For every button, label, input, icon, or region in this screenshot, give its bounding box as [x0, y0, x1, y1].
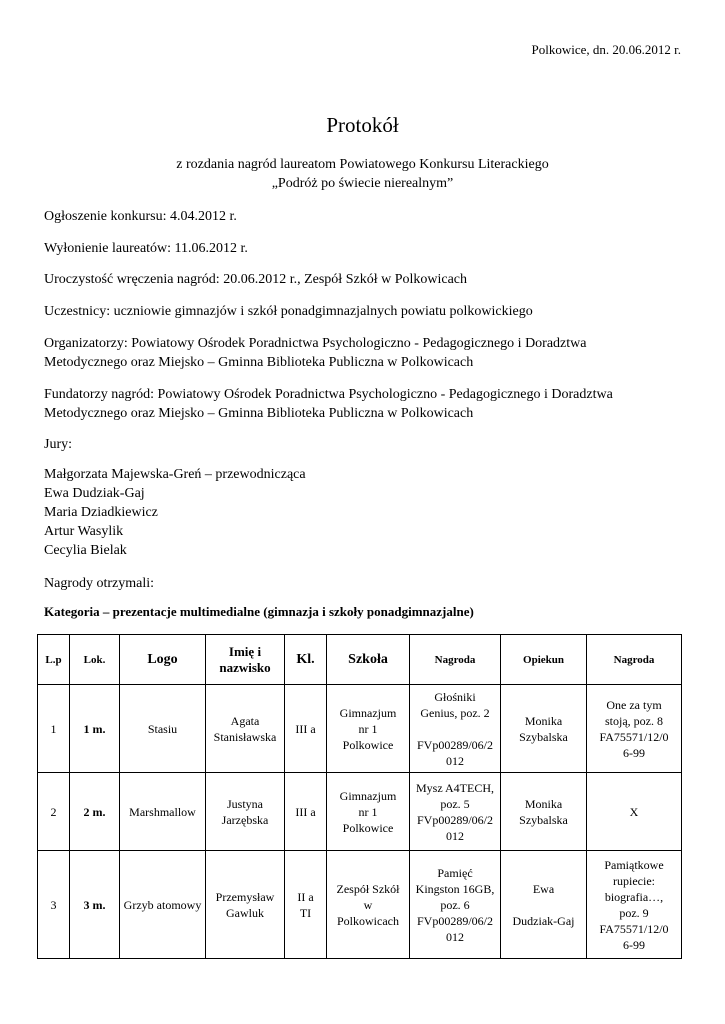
- cell-line: Polkowicach: [337, 913, 399, 928]
- cell-line: 6-99: [623, 745, 645, 760]
- cell-line: Ewa: [532, 881, 555, 896]
- cell-line: Pamięć: [437, 865, 473, 880]
- cell-line: II a: [297, 889, 314, 904]
- cell-line: Polkowice: [342, 737, 394, 752]
- cell-class: [285, 851, 327, 959]
- cell-line: Szybalska: [519, 729, 568, 744]
- table-header-row: [38, 635, 682, 685]
- cell-name: [206, 773, 285, 851]
- jury-list: [44, 465, 306, 560]
- cell-class: [285, 685, 327, 773]
- cell-line: 6-99: [623, 937, 645, 952]
- participants-info: Uczestnicy: uczniowie gimnazjów i szkół ponadgimnazjalnych powiatu polkowickiego: [44, 304, 533, 319]
- document-title: Protokół: [326, 113, 399, 137]
- founders-info: [44, 385, 613, 423]
- organizers-info: [44, 334, 587, 372]
- announcement-date: Ogłoszenie konkursu: 4.04.2012 r.: [44, 209, 237, 224]
- founders-line-2: Metodycznego oraz Miejsko – Gminna Biblioteka Publiczna w Polkowicach: [44, 406, 474, 421]
- header-class: Kl.: [285, 635, 327, 685]
- cell-school: [327, 851, 410, 959]
- jury-member: Małgorzata Majewska-Greń – przewodnicząca: [44, 467, 306, 482]
- cell-class: [285, 773, 327, 851]
- cell-prize: [410, 685, 501, 773]
- document-subtitle: [0, 155, 725, 193]
- organizers-line-2: Metodycznego oraz Miejsko – Gminna Biblioteka Publiczna w Polkowicach: [44, 355, 474, 370]
- cell-line: FVp00289/06/2: [416, 913, 493, 928]
- header-name: Imię i nazwisko: [206, 635, 285, 685]
- cell-line: Monika: [524, 713, 563, 728]
- cell-line: poz. 6: [440, 897, 470, 912]
- header-lok: Lok.: [70, 635, 120, 685]
- cell-lp: 2: [38, 773, 70, 851]
- cell-line: 012: [446, 753, 464, 768]
- cell-line: Głośniki: [434, 689, 476, 704]
- cell-line: Mysz A4TECH,: [416, 780, 494, 795]
- cell-line: Gawluk: [226, 905, 264, 920]
- cell-logo: Stasiu: [120, 685, 206, 773]
- cell-line: Gimnazjum: [339, 705, 397, 720]
- cell-line: Dudziak-Gaj: [512, 913, 575, 928]
- awards-table: [37, 634, 682, 959]
- jury-label: Jury:: [44, 437, 72, 452]
- winners-label: Nagrody otrzymali:: [44, 576, 155, 591]
- cell-line: [504, 897, 583, 913]
- cell-line: stoją, poz. 8: [605, 713, 663, 728]
- cell-line: Agata: [230, 713, 260, 728]
- cell-line: FVp00289/06/2: [416, 812, 493, 827]
- cell-prize-2: [587, 851, 682, 959]
- cell-logo: Grzyb atomowy: [120, 851, 206, 959]
- cell-lp: 1: [38, 685, 70, 773]
- cell-tutor: [501, 685, 587, 773]
- cell-line: Pamiątkowe: [604, 857, 664, 872]
- founders-line-1: Fundatorzy nagród: Powiatowy Ośrodek Poradnictwa Psychologiczno - Pedagogicznego i Doradztwa: [44, 387, 613, 402]
- selection-date: Wyłonienie laureatów: 11.06.2012 r.: [44, 241, 248, 256]
- cell-line: Szybalska: [519, 812, 568, 827]
- organizers-line-1: Organizatorzy: Powiatowy Ośrodek Poradnictwa Psychologiczno - Pedagogicznego i Doradztwa: [44, 336, 587, 351]
- table-row: [38, 773, 682, 851]
- cell-lok: 1 m.: [70, 685, 120, 773]
- cell-prize: [410, 773, 501, 851]
- cell-line: Stanisławska: [213, 729, 277, 744]
- table-row: [38, 685, 682, 773]
- ceremony-info: Uroczystość wręczenia nagród: 20.06.2012 r., Zespół Szkół w Polkowicach: [44, 272, 468, 287]
- cell-lp: 3: [38, 851, 70, 959]
- cell-line: X: [629, 804, 639, 819]
- cell-line: FVp00289/06/2: [416, 737, 493, 752]
- cell-line: Jarzębska: [221, 812, 269, 827]
- cell-line: Kingston 16GB,: [415, 881, 495, 896]
- jury-member: Artur Wasylik: [44, 524, 124, 539]
- cell-tutor: [501, 851, 587, 959]
- cell-line: Zespół Szkół: [336, 881, 400, 896]
- header-logo: Logo: [120, 635, 206, 685]
- cell-school: [327, 685, 410, 773]
- cell-line: nr 1: [358, 804, 378, 819]
- cell-line: 012: [446, 929, 464, 944]
- cell-line: nr 1: [358, 721, 378, 736]
- cell-line: One za tym: [606, 697, 662, 712]
- cell-lok: 2 m.: [70, 773, 120, 851]
- cell-line: poz. 5: [440, 796, 470, 811]
- cell-line: [413, 721, 497, 737]
- cell-prize-2: [587, 773, 682, 851]
- jury-member: Maria Dziadkiewicz: [44, 505, 158, 520]
- jury-member: Cecylia Bielak: [44, 543, 127, 558]
- subtitle-line-2: „Podróż po świecie nierealnym”: [271, 176, 454, 191]
- cell-line: Gimnazjum: [339, 788, 397, 803]
- cell-tutor: [501, 773, 587, 851]
- cell-prize-2: [587, 685, 682, 773]
- header-lp: L.p: [38, 635, 70, 685]
- cell-line: w: [363, 897, 373, 912]
- cell-line: FA75571/12/0: [599, 921, 669, 936]
- cell-logo: Marshmallow: [120, 773, 206, 851]
- cell-line: Justyna: [227, 796, 263, 811]
- cell-name: [206, 851, 285, 959]
- subtitle-line-1: z rozdania nagród laureatom Powiatowego Konkursu Literackiego: [176, 157, 549, 172]
- cell-line: TI: [299, 905, 312, 920]
- table-row: [38, 851, 682, 959]
- cell-line: FA75571/12/0: [599, 729, 669, 744]
- cell-line: poz. 9: [619, 905, 649, 920]
- cell-line: Monika: [524, 796, 563, 811]
- cell-line: Polkowice: [342, 820, 394, 835]
- cell-name: [206, 685, 285, 773]
- cell-line: III a: [295, 721, 316, 736]
- header-tutor: Opiekun: [501, 635, 587, 685]
- header-school: Szkoła: [327, 635, 410, 685]
- header-prize-2: Nagroda: [587, 635, 682, 685]
- category-heading: Kategoria – prezentacje multimedialne (gimnazja i szkoły ponadgimnazjalne): [44, 604, 474, 619]
- cell-line: rupiecie:: [613, 873, 655, 888]
- cell-line: Genius, poz. 2: [420, 705, 490, 720]
- place-date: Polkowice, dn. 20.06.2012 r.: [531, 42, 681, 57]
- cell-line: III a: [295, 804, 316, 819]
- jury-member: Ewa Dudziak-Gaj: [44, 486, 145, 501]
- cell-prize: [410, 851, 501, 959]
- cell-line: Przemysław: [215, 889, 275, 904]
- header-prize: Nagroda: [410, 635, 501, 685]
- cell-line: 012: [446, 828, 464, 843]
- cell-school: [327, 773, 410, 851]
- cell-line: biografia…,: [604, 889, 664, 904]
- cell-lok: 3 m.: [70, 851, 120, 959]
